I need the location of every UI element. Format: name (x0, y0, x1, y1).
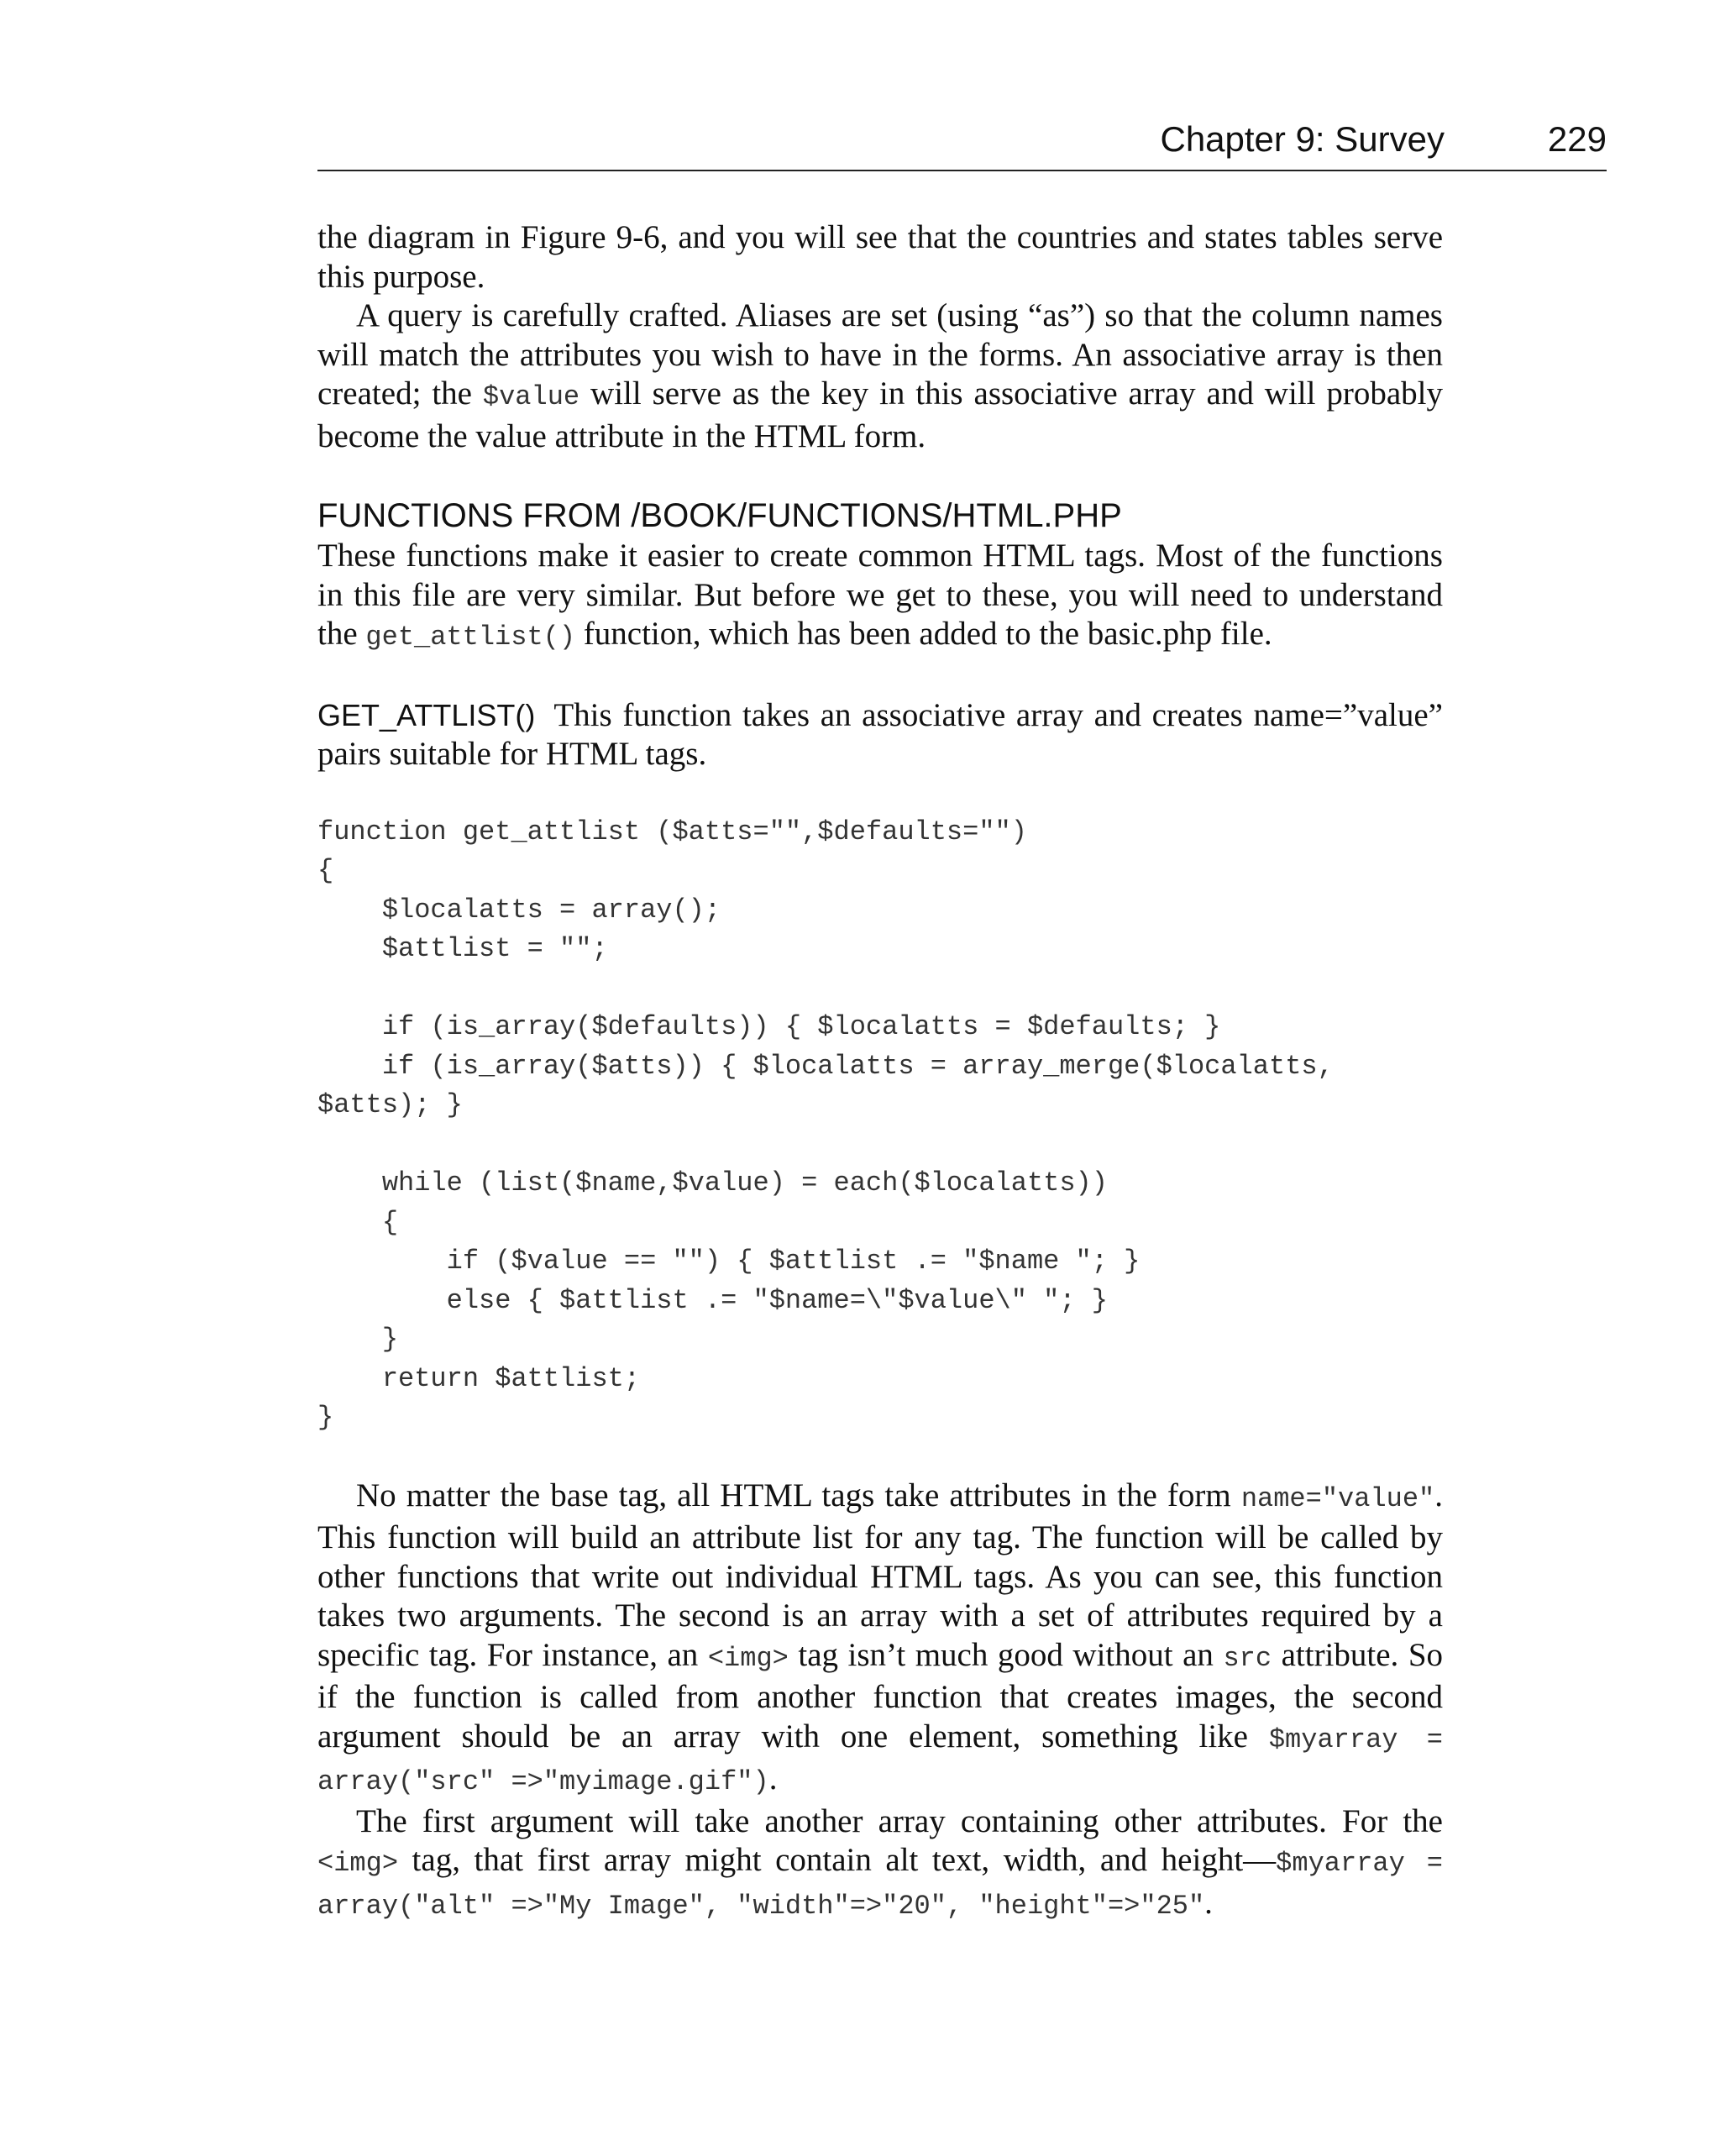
inline-code: src (1223, 1642, 1272, 1674)
paragraph-subsection (317, 696, 1443, 774)
paragraph-continued: the diagram in Figure 9-6, and you will see that the countries and states tables serve this purpose. (317, 219, 1443, 295)
page-number: 229 (1547, 119, 1607, 159)
paragraph-attributes (317, 1477, 1443, 1802)
inline-code: name="value" (1240, 1482, 1435, 1514)
subsection-heading: GET_ATTLIST() (317, 697, 536, 732)
paragraph-query (317, 296, 1443, 456)
running-header (317, 116, 1607, 171)
page-body (317, 218, 1443, 1926)
text-run: . (768, 1760, 778, 1797)
text-run: tag isn’t much good without an (788, 1636, 1224, 1673)
text-run: The first argument will take another array containing other attributes. For the (356, 1802, 1443, 1839)
section-heading: FUNCTIONS FROM /BOOK/FUNCTIONS/HTML.PHP (317, 497, 1122, 534)
text-run: will serve as the key in this associative array and will probably become the value attribute in the HTML form. (317, 375, 1443, 454)
spacer (317, 658, 1443, 696)
paragraph-section-intro (317, 537, 1443, 658)
text-run: . This function will build an attribute list for any tag. The function will be called by other functions that write out individual HTML tags. As you can see, this function takes two arguments. The second is an array with a set of attributes required by a specific tag. For instance, an (317, 1477, 1443, 1673)
text-run: tag, that first array might contain alt text, width, and height— (398, 1842, 1277, 1878)
inline-code: $myarray = array("src" =>"myimage.gif") (317, 1723, 1443, 1797)
inline-code: <img> (707, 1642, 789, 1674)
inline-code: <img> (317, 1848, 399, 1879)
inline-code: get_attlist() (365, 622, 576, 653)
inline-code: $value (482, 381, 580, 412)
paragraph-first-argument (317, 1802, 1443, 1927)
text-run: No matter the base tag, all HTML tags take attributes in the form (356, 1477, 1241, 1513)
chapter-title: Chapter 9: Survey (1160, 119, 1445, 159)
inline-code: $myarray = array("alt" =>"My Image", "width"=>"20", "height"=>"25" (317, 1848, 1443, 1922)
text-run: attribute. So if the function is called from another function that creates images, the second argument should be an array with one element, something like (317, 1636, 1444, 1755)
text-run: . (1204, 1884, 1213, 1921)
text-run: A query is carefully crafted. Aliases are set (using “as”) so that the column names will match the attributes you wish to have in the forms. An associative array is then created; the (317, 297, 1443, 412)
text-run: This function takes an associative array and creates name=”value” pairs suitable for HTML tags. (317, 696, 1443, 772)
code-listing: function get_attlist ($atts="",$defaults="") { $localatts = array(); $attlist = ""; if (is_array($defaults)) { $localatts = $defaults; } if (is_array($atts)) { $localatts = array_merge($localatts, $atts); } while (list($name,$value) = each($localatts)) { if ($value == "") { $attlist .= "$name "; } else { $attlist .= "$name=\"$value\" "; } } return $attlist; } (317, 816, 1334, 1433)
text-run: These functions make it easier to create common HTML tags. Most of the functions in this file are very similar. But before we get to these, you will need to understand the (317, 538, 1443, 652)
text-run: function, which has been added to the basic.php file. (575, 616, 1272, 652)
